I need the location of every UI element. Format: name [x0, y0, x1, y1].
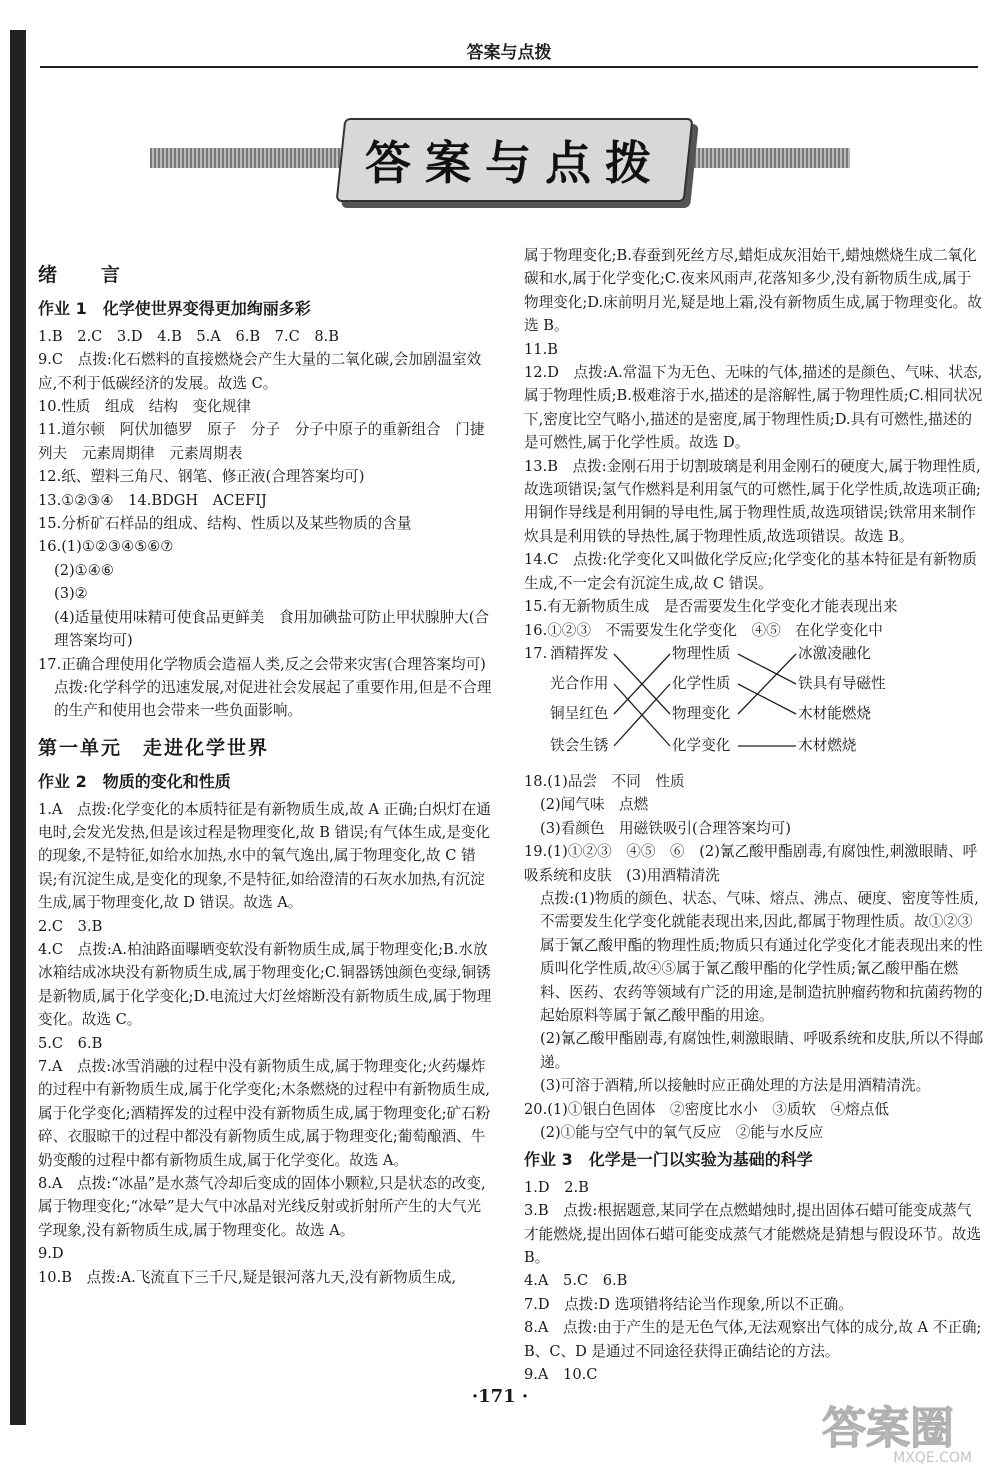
match-left-item: 光合作用: [550, 674, 609, 692]
answer-subpart: (4)适量使用味精可使食品更鲜美 食用加碘盐可防止甲状腺肿大(合理答案均可): [54, 608, 489, 650]
watermark-url: MXQE.COM: [893, 1450, 972, 1466]
answer-line: 7.A 点拨:冰雪消融的过程中没有新物质生成,属于物理变化;火药爆炸的过程中有新物质生成,属于化学变化;木条燃烧的过程中有新物质生成,属于化学变化;酒精挥发的过程中没有新物质生成,属于物理变化;矿石粉碎、衣服晾干的过程中都没有新物质生成,属于物理变化;葡萄酿酒、牛奶变酸的过程中都有新物质生成,属于化学变化。故选 A。: [38, 1058, 491, 1169]
answer-line: 9.C 点拨:化石燃料的直接燃烧会产生大量的二氧化碳,会加剧温室效应,不利于低碳经济的发展。故选 C。: [38, 351, 482, 392]
section-heading-intro: 绪 言: [38, 264, 123, 286]
answer-line: 9.D: [38, 1245, 64, 1263]
matching-lines: [524, 644, 904, 768]
answer-line: 7.D 点拨:D 选项错将结论当作现象,所以不正确。: [524, 1295, 853, 1313]
answer-line: 17.正确合理使用化学物质会造福人类,反之会带来灾害(合理答案均可): [38, 655, 486, 673]
answer-line: 4.C 点拨:A.柏油路面曝晒变软没有新物质生成,属于物理变化;B.水放冰箱结成冰块没有新物质生成,属于物理变化;C.铜器锈蚀颜色变绿,铜锈是新物质,属于化学变化;D.电流过大灯丝熔断没有新物质生成,属于物理变化。故选 C。: [38, 940, 492, 1029]
homework-1-title: 作业 1 化学使世界变得更加绚丽多彩: [38, 299, 311, 319]
running-header: 答案与点拨: [466, 43, 552, 63]
answer-subpart: (2)①能与空气中的氧气反应 ②能与水反应: [540, 1124, 824, 1141]
site-watermark: [822, 1392, 972, 1466]
answer-line: 20.(1)①银白色固体 ②密度比水小 ③质软 ④熔点低: [524, 1100, 889, 1118]
answer-line: 3.B 点拨:根据题意,某同学在点燃蜡烛时,提出固体石蜡可能变成蒸气才能燃烧,提出固体石蜡可能变成蒸气才能燃烧是猜想与假设环节。故选 B。: [524, 1202, 986, 1267]
answer-line: 11.道尔顿 阿伏加德罗 原子 分子 分子中原子的重新组合 门捷列夫 元素周期律 元素周期表: [38, 421, 485, 462]
answer-line: 9.A 10.C: [524, 1366, 598, 1384]
page-number: ·171 ·: [471, 1386, 529, 1407]
answer-line: 18.(1)品尝 不同 性质: [524, 772, 685, 790]
title-banner: [336, 118, 694, 202]
answer-line: 14.C 点拨:化学变化又叫做化学反应;化学变化的基本特征是有新物质生成,不一定会有沉淀生成,故 C 错误。: [524, 551, 977, 592]
answer-line: 16.①②③ 不需要发生化学变化 ④⑤ 在化学变化中: [524, 621, 883, 639]
match-middle-item: 物理变化: [672, 704, 731, 722]
answer-line: 15.分析矿石样品的组成、结构、性质以及某些物质的含量: [38, 515, 412, 533]
match-right-item: 木材能燃烧: [798, 704, 871, 722]
answer-line: 13.B 点拨:金刚石用于切割玻璃是利用金刚石的硬度大,属于物理性质,故选项错误;氢气作燃料是利用氢气的可燃性,属于化学性质,故选项正确;用铜作导线是利用铜的导电性,属于物理性质,故选项错误;铁常用来制作炊具是利用铁的导热性,属于物理性质,故选项错误。故选 B。: [524, 457, 981, 545]
answer-line: 1.B 2.C 3.D 4.B 5.A 6.B 7.C 8.B: [38, 327, 340, 345]
match-line: [738, 654, 796, 714]
match-left-item: 铜呈红色: [550, 704, 609, 722]
match-middle-item: 物理性质: [672, 644, 731, 662]
header-rule: [40, 66, 978, 68]
answer-line: 10.性质 组成 结构 变化规律: [38, 398, 251, 416]
answer-line: 1.A 点拨:化学变化的本质特征是有新物质生成,故 A 正确;白炽灯在通电时,会发光发热,但是该过程是物理变化,故 B 错误;有气体生成,是变化的现象,不是特征,如给水加热,水中的氧气逸出,属于物理变化,故 C 错误;有沉淀生成,是变化的现象,不是特征,如给澄清的石灰水加热,有沉淀生成,属于物理变化,故 D 错误。故选 A。: [38, 800, 491, 912]
answer-line: 5.C 6.B: [38, 1034, 103, 1052]
answer-line: 11.B: [524, 340, 558, 358]
match-line: [738, 684, 796, 714]
match-left-item: 铁会生锈: [550, 736, 609, 754]
watermark-logo-text: 答案圈: [822, 1403, 954, 1454]
match-right-item: 铁具有导磁性: [798, 674, 886, 692]
explanation-note: (2)氰乙酸甲酯剧毒,有腐蚀性,刺激眼睛、呼吸系统和皮肤,所以不得邮递。: [540, 1030, 984, 1071]
answer-subpart: (3)看颜色 用磁铁吸引(合理答案均可): [540, 819, 791, 837]
answer-subpart: (2)闻气味 点燃: [540, 796, 649, 814]
answer-line: 13.①②③④ 14.BDGH ACEFIJ: [38, 491, 267, 509]
answer-line: 16.(1)①②③④⑤⑥⑦: [38, 538, 174, 556]
answer-line: 4.A 5.C 6.B: [524, 1272, 628, 1290]
matching-diagram: [524, 644, 984, 768]
answer-line: 15.有无新物质生成 是否需要发生化学变化才能表现出来: [524, 598, 898, 616]
match-middle-item: 化学变化: [672, 736, 731, 754]
match-right-item: 冰激凌融化: [798, 644, 871, 662]
answer-line: 10.B 点拨:A.飞流直下三千尺,疑是银河落九天,没有新物质生成,: [38, 1268, 457, 1286]
right-column: [524, 244, 984, 1386]
match-left-item: 酒精挥发: [550, 644, 609, 662]
q17-number: 17.: [524, 644, 548, 662]
homework-3-title: 作业 3 化学是一门以实验为基础的科学: [524, 1150, 813, 1170]
answer-line: 12.纸、塑料三角尺、钢笔、修正液(合理答案均可): [38, 468, 365, 486]
section-heading-unit1: 第一单元 走进化学世界: [38, 736, 270, 759]
answer-subpart: (2)①④⑥: [54, 561, 114, 579]
explanation-note: 点拨:化学科学的迅速发展,对促进社会发展起了重要作用,但是不合理的生产和使用也会带来一些负面影响。: [54, 678, 492, 720]
answer-line: 8.A 点拨:“冰晶”是水蒸气冷却后变成的固体小颗粒,只是状态的改变,属于物理变化;“冰晕”是大气中冰晶对光线反射或折射所产生的大气光学现象,没有新物质生成,属于物理变化。故选 A。: [38, 1175, 486, 1239]
banner-title: 答案与点拨: [364, 136, 665, 190]
answer-line: 19.(1)①②③ ④⑤ ⑥ (2)氰乙酸甲酯剧毒,有腐蚀性,刺激眼睛、呼吸系统和皮肤 (3)用酒精清洗: [524, 843, 978, 884]
homework-2-title: 作业 2 物质的变化和性质: [38, 772, 231, 792]
match-line: [738, 654, 796, 684]
answer-line: 8.A 点拨:由于产生的是无色气体,无法观察出气体的成分,故 A 不正确;B、C、D 是通过不同途径获得正确结论的方法。: [524, 1319, 982, 1360]
left-column: [38, 256, 492, 1289]
answer-line: 属于物理变化;B.春蚕到死丝方尽,蜡炬成灰泪始干,蜡烛燃烧生成二氧化碳和水,属于化学变化;C.夜来风雨声,花落知多少,没有新物质生成,属于物理变化;D.床前明月光,疑是地上霜,没有新物质生成,属于物理变化。故选 B。: [524, 247, 982, 335]
book-spine-edge: [10, 30, 26, 1425]
match-right-item: 木材燃烧: [798, 736, 857, 754]
answer-line: 1.D 2.B: [524, 1178, 589, 1196]
answer-line: 2.C 3.B: [38, 917, 103, 935]
answer-subpart: (3)②: [54, 585, 88, 603]
match-middle-item: 化学性质: [672, 674, 731, 692]
explanation-note: 点拨:(1)物质的颜色、状态、气味、熔点、沸点、硬度、密度等性质,不需要发生化学变化就能表现出来,因此,都属于物理性质。故①②③属于氰乙酸甲酯的物理性质;物质只有通过化学变化才能表现出来的性质叫化学性质,故④⑤属于氰乙酸甲酯的化学性质;氰乙酸甲酯在燃料、医药、农药等领域有广泛的用途,是制造抗肿瘤药物和抗菌药物的起始原料等属于氰乙酸甲酯的用途。: [540, 889, 983, 1024]
answer-line: 12.D 点拨:A.常温下为无色、无味的气体,描述的是颜色、气味、状态,属于物理性质;B.极难溶于水,描述的是溶解性,属于物理性质;C.相同状况下,密度比空气略小,描述的是密度,属于物理性质;D.具有可燃性,描述的是可燃性,属于化学性质。故选 D。: [524, 364, 983, 452]
explanation-note: (3)可溶于酒精,所以接触时应正确处理的方法是用酒精清洗。: [540, 1077, 931, 1095]
